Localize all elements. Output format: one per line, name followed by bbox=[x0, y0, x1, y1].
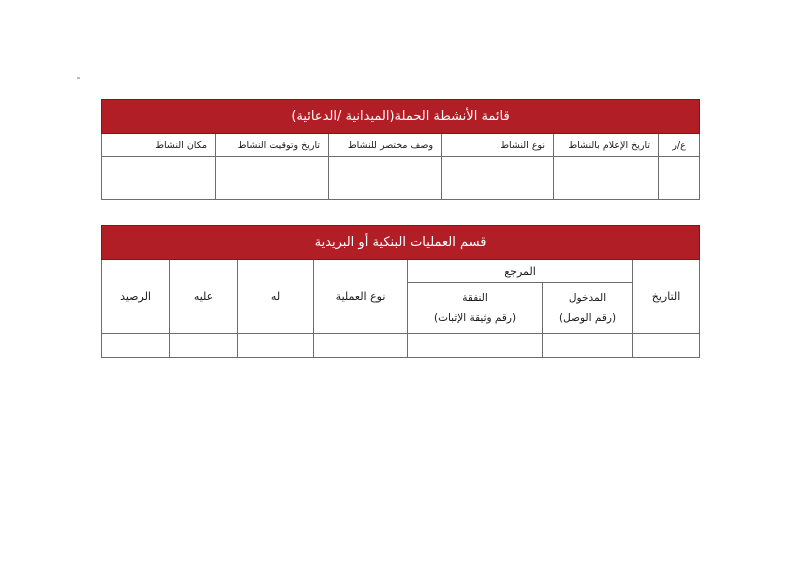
header-notification-date: تاريخ الإعلام بالنشاط bbox=[554, 134, 659, 157]
cell-empty[interactable] bbox=[442, 157, 554, 200]
header-balance: الرصيد bbox=[102, 260, 170, 334]
income-note: (رقم الوصل) bbox=[559, 312, 617, 324]
cell-empty[interactable] bbox=[216, 157, 329, 200]
cell-empty[interactable] bbox=[659, 157, 700, 200]
campaign-activities-table bbox=[101, 99, 700, 200]
cell-empty[interactable] bbox=[102, 157, 216, 200]
header-income bbox=[543, 283, 633, 334]
table2-title: قسم العمليات البنكية أو البريدية bbox=[102, 226, 700, 260]
header-date: التاريخ bbox=[633, 260, 700, 334]
header-operation-type: نوع العملية bbox=[314, 260, 408, 334]
expense-label: النفقة bbox=[462, 292, 488, 304]
cell-empty[interactable] bbox=[329, 157, 442, 200]
header-activity-description: وصف مختصر للنشاط bbox=[329, 134, 442, 157]
cell-empty[interactable] bbox=[102, 334, 170, 358]
header-activity-datetime: تاريخ وتوقيت النشاط bbox=[216, 134, 329, 157]
bank-postal-operations-table bbox=[101, 225, 700, 358]
header-expense bbox=[408, 283, 543, 334]
header-activity-type: نوع النشاط bbox=[442, 134, 554, 157]
table1-title: قائمة الأنشطة الحملة(الميدانية /الدعائية) bbox=[102, 100, 700, 134]
header-activity-location: مكان النشاط bbox=[102, 134, 216, 157]
cell-empty[interactable] bbox=[238, 334, 314, 358]
header-serial: ع/ر bbox=[659, 134, 700, 157]
header-reference: المرجع bbox=[408, 260, 633, 283]
header-credit: له bbox=[238, 260, 314, 334]
cell-empty[interactable] bbox=[170, 334, 238, 358]
cell-empty[interactable] bbox=[554, 157, 659, 200]
expense-note: (رقم وثيقة الإثبات) bbox=[433, 312, 517, 324]
cell-empty[interactable] bbox=[543, 334, 633, 358]
income-label: المدخول bbox=[568, 292, 607, 304]
header-debit: عليه bbox=[170, 260, 238, 334]
cell-empty[interactable] bbox=[314, 334, 408, 358]
scan-mark bbox=[77, 77, 80, 79]
cell-empty[interactable] bbox=[408, 334, 543, 358]
cell-empty[interactable] bbox=[633, 334, 700, 358]
